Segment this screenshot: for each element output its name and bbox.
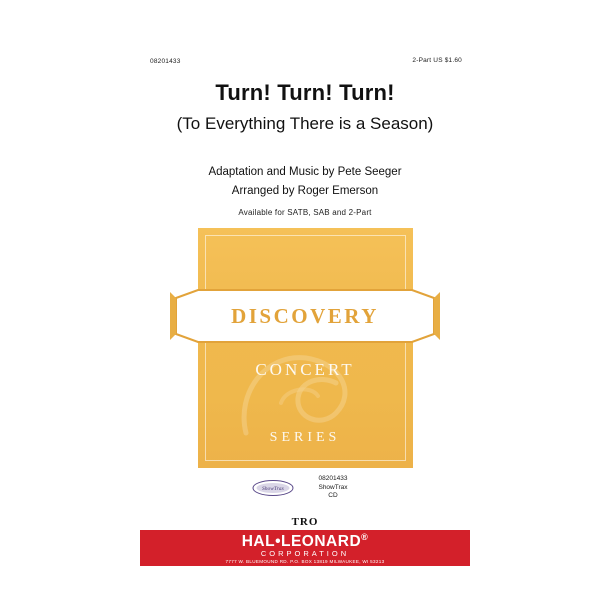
catalog-number-top: 08201433 [150, 58, 181, 65]
publisher-name-text: HAL•LEONARD [241, 533, 362, 551]
page-title: Turn! Turn! Turn! [215, 80, 395, 105]
series-line-concert: CONCERT [255, 360, 355, 379]
credit-arranger: Arranged by Roger Emerson [231, 185, 379, 197]
showtrax-catalog-number: 08201433 [318, 475, 348, 482]
showtrax-logo-icon [252, 478, 294, 498]
publisher-corporation: CORPORATION [260, 549, 350, 558]
credit-composer: Adaptation and Music by Pete Seeger [208, 166, 402, 178]
price-label-top: 2-Part US $1.60 [412, 57, 462, 64]
series-banner-label: DISCOVERY [231, 304, 379, 328]
publisher-address: 7777 W. BLUEMOUND RD. P.O. BOX 13819 MILWAUKEE, WI 53213 [225, 559, 385, 564]
availability-note: Available for SATB, SAB and 2-Part [238, 208, 372, 217]
series-line-series: SERIES [269, 430, 341, 445]
svg-text:ShowTrax: ShowTrax [261, 486, 285, 492]
tro-publisher-mark: TRO [291, 516, 319, 528]
showtrax-format-line2: CD [328, 492, 338, 499]
page-subtitle: (To Everything There is a Season) [176, 114, 434, 133]
series-banner [170, 288, 440, 346]
showtrax-info [298, 475, 368, 501]
registered-mark: ® [361, 532, 369, 542]
showtrax-format-line1: ShowTrax [318, 483, 348, 491]
publisher-bar [140, 530, 470, 566]
sheet-music-cover [140, 38, 470, 564]
